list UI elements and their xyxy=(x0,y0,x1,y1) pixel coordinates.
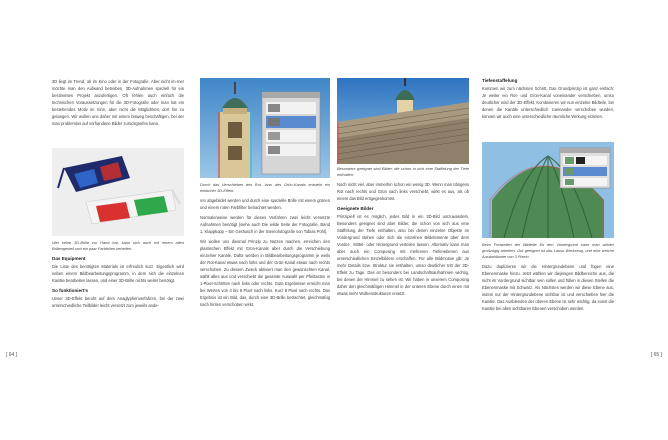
dome-photo xyxy=(482,142,614,238)
col2-paragraph-2: Normalerweise werden für dieses Verfahren zwei leicht versetzte Aufnahmen benötigt (siehe auch Die wilde Seite der Fotografie, Band 1, Klappkopp – Ein Geräusch in der Stereofotografie von Tobias Pohl). xyxy=(200,215,330,234)
col4-paragraph-2: Dazu duplizieren wir die Hintergrundebene und fügen eine Ebenenmaske hinzu. Jetzt wählen wir diejenigen Bildbereiche aus, die nicht im Vordergrund sichtbar sein sollen und füllen in diesen Stellen die Ebenenmaske mit Schwarz. Als Nächstes werden wir diese Ebene aus, indem nur der Hintergrundebene sichtbar ist und verschieben hier die Kanäle. Das Ausblenden der oberen Ebene ist sehr wichtig, da sonst die Kanäle bei allen sichtbaren Ebenen verschoben werden. xyxy=(482,264,614,311)
heading-equipment: Das Equipment xyxy=(52,256,86,261)
church-tower-illustration xyxy=(200,78,330,178)
column-4 xyxy=(482,74,614,123)
tower-caption: Durch das Verschieben des Rot- bzw. des Grün-Kanals entsteht ein einfacher 3D-Effekt. xyxy=(200,182,330,193)
dome-caption: Beim Freistellen der Bildteile für den Vordergrund kann man wieder großzügig arbeiten. Gut geeignet ist das Lasso-Werkzeug, und eine weiche Auswahlkante von 3 Pixeln. xyxy=(482,242,614,259)
heading-suitable-images: Geeignete Bilder xyxy=(337,206,374,211)
col2-paragraph-3: Wir wollen uns diesmal Prinzip zu Nutzen machen, erreichen den plastischen Effekt mit Grün-Kanals aber durch die Verschiebung einzelner Kanäle. Dafür werden in Bildbearbeitungsprogramm je weils der Rot-Kanal etwas nach links und der Grün-Kanal etwas nach rechts verschoben. Zu diesem Zweck aktiviert man den gewünschten Kanal, wählt alles aus und verschiebt die gesamte Auswahl per Pfeiltasten in 1-Pixel-Schritten nach links oder rechts. Gute Ergebnisse erreicht man bei Werten von 4 bis 8 Pixel nach links. Kurz 8 Pixel nach rechts. Das Ergebnis ist ein Bild, das, durch eine 3D-Brille betrachtet, gleichmäßig nach hinten verschoben wirkt. xyxy=(200,239,330,307)
intro-paragraph: 3D liegt im Trend, ob im Kino oder in der Fotografie. Aber nicht im-mer möchte man den Aufwand betreiben, 3D-Aufnahmen speziell für ein bestimmtes Projekt anzufertigen. Oft fehlen auch einfach die technischen Voraussetzungen für die 3D-Fotografie oder man hat ein bestehendes Motiv im Sinn, aber nicht die Möglichkeit, dort hin zu gelangen. Wir wollen uns daher mit einem bisweg beschäftigen, bei der man problemlos auf vorhandene Bilder zurückgreifen kann. xyxy=(52,79,184,126)
glasses-caption: Wer keine 3D-Brille zur Hand hat, kann sich auch mit einem alten Brillengestell und ein paar Farbfolien behelfen. xyxy=(52,240,184,251)
glasses-illustration xyxy=(52,148,184,236)
col3-paragraph-1: Noch nicht viel, aber immerhin schon ein wenig 3D. Wenn man übrigens Rot nach rechts und Grün nach links verschiebt, wirkt es aus, als ob einem das Bild entgegenkommt. xyxy=(337,182,469,201)
column-1 xyxy=(52,78,184,130)
column-3 xyxy=(337,166,469,300)
stairs-illustration xyxy=(337,78,469,164)
col4-paragraph-1: Kommen wir zum nächsten Schritt. Das Grundprinzip ist ganz einfach: Je weiter ein Rot- und Grün-Kanal voneinander verschieben, umso deutlicher wird der 3D-Effekt. Kombinieren wir nun einzelne Bildteile, bei denen die Kanäle unterschiedlich zueinander verschoben wurden, können wir auch eine unterschiedliche räumliche Wirkung erzielen. xyxy=(482,86,614,119)
church-tower-photo xyxy=(200,78,330,178)
col3-paragraph-2: Prinzipiell ist es möglich, jedes Bild in ein 3D-Bild umzuwandeln. Besonders geeignet sind aber Bilder, die schon von sich aus eine Staffelung der Tiefe enthalten, also bei denen einzelne Objekte im Vordergrund stehen oder sich die einzelnen Bildelemente über dem Vorder-, Mittel- oder Hintergrund verteilen lassen. Alternativ kann man aber auch ein Composing mit mehreren Tiefenebenen aus unterschiedlichen Einzelbildern erschaffen. Für alle Bildmotive gilt: Je mehr Details bzw. Struktur sie enthalten, umso deutlicher tritt der 3D-Effekt zu Tage. Das ist besonders bei Landschaftsaufnahmen wichtig, bei denen der Himmel zu sehen ist. Wir haben in unserem Composing daher den gleichmäßigen Himmel in der unteren Ebene durch einen mit etwas mehr Wolkenstrukturen ersetzt. xyxy=(337,214,469,296)
heading-function: So funktioniert’s xyxy=(52,288,89,293)
equipment-paragraph: Die Liste des benötigten Materials ist erfreulich kurz. Eigentlich wird neben einem Bildbearbeitungsprogramm, in dem sich die einzelnen Kanäle bearbeiten lassen, und einer 3D-Brille nichts weiter benötigt. xyxy=(52,264,184,283)
function-paragraph: Unser 3D-Effekt beruht auf dem Anaglyphenverfahren, bei der zwei unterschiedliche Teilbilder leicht versetzt zum jeweils ande- xyxy=(52,296,184,308)
col2-paragraph-1: ren abgebildet werden und durch eine spezielle Brille mit einem grünen und einem roten Farbfilter betrachtet werden. xyxy=(200,198,330,210)
dome-illustration xyxy=(482,142,614,238)
page-number-left: [ 64 ] xyxy=(6,352,18,358)
column-2 xyxy=(200,182,330,311)
stairs-caption: Besonders geeignet sind Bilder, die schon in sich eine Staffelung der Tiefe enthalten. xyxy=(337,166,469,177)
page-number-right: [ 65 ] xyxy=(650,352,662,358)
heading-depth-staging: Tiefenstaffelung xyxy=(482,78,518,83)
column-1-lower xyxy=(52,240,184,312)
glasses-photo xyxy=(52,148,184,236)
stairs-photo xyxy=(337,78,469,164)
column-4-lower xyxy=(482,242,614,315)
